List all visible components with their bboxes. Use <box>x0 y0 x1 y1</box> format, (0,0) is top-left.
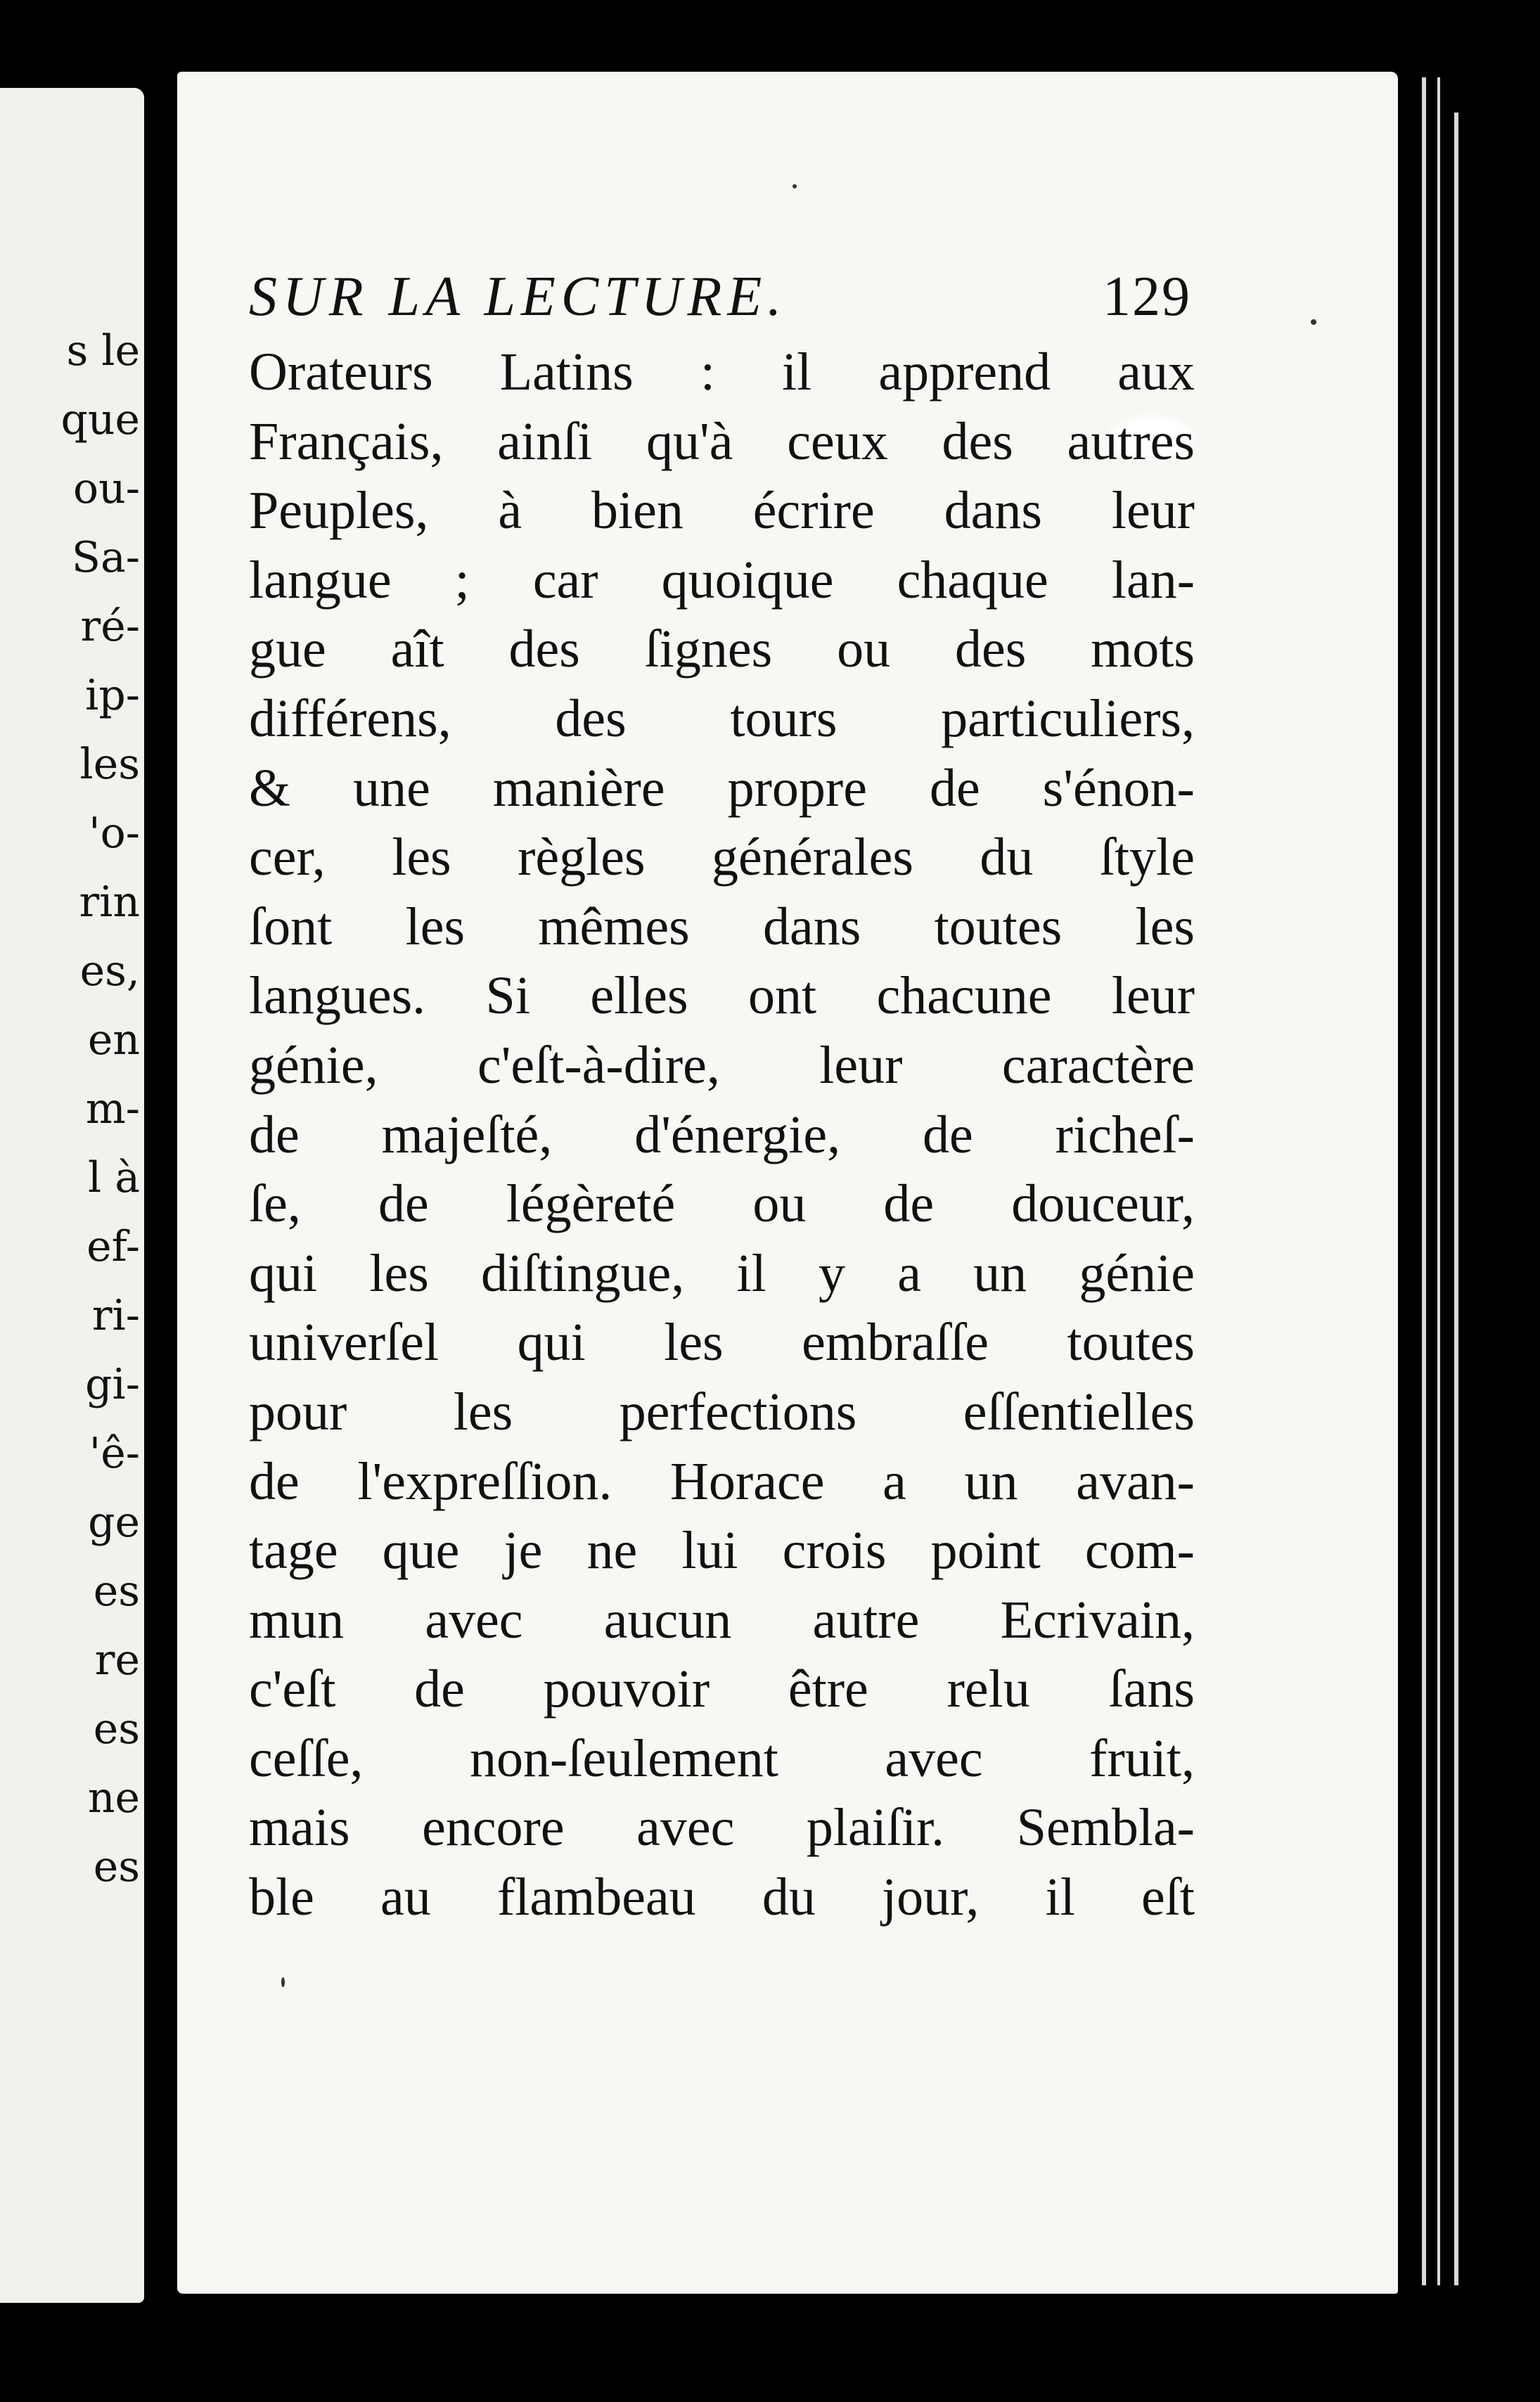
left-line: ne <box>87 1773 140 1823</box>
left-page <box>0 88 144 2303</box>
left-line: ip- <box>85 671 140 720</box>
left-line: re <box>94 1636 140 1685</box>
left-line: ré- <box>80 602 140 651</box>
scan-speck <box>793 184 797 188</box>
left-line: 'o- <box>89 809 140 858</box>
body-text <box>249 338 1195 1932</box>
left-line: l à <box>87 1153 140 1202</box>
scan-speck <box>281 1977 285 1987</box>
left-line: es <box>93 1567 140 1616</box>
text-line: cer, les règles générales du ſtyle <box>249 828 1195 887</box>
text-line: ſe, de légèreté ou de douceur, <box>249 1174 1195 1234</box>
text-line: ceſſe, non-ſeulement avec fruit, <box>249 1728 1195 1788</box>
text-line: génie, c'eſt-à-dire, leur caractère <box>249 1035 1195 1095</box>
page-number: 129 <box>1103 266 1191 328</box>
left-line: m- <box>85 1084 140 1133</box>
left-line: ef- <box>86 1222 140 1271</box>
text-line: pour les perfections eſſentielles <box>249 1382 1195 1441</box>
text-line: de l'expreſſion. Horace a un avan- <box>249 1451 1195 1511</box>
book-edge <box>1437 77 1440 2285</box>
scan-speck <box>1311 319 1316 325</box>
text-line: mais encore avec plaiſir. Sembla- <box>249 1798 1195 1858</box>
text-line: univerſel qui les embraſſe toutes <box>249 1313 1195 1373</box>
text-line: Orateurs Latins : il apprend aux <box>249 342 1195 402</box>
text-line: langue ; car quoique chaque lan- <box>249 550 1195 610</box>
running-head <box>249 262 1191 332</box>
text-line: différens, des tours particuliers, <box>249 688 1195 748</box>
running-head-title: SUR LA LECTURE. <box>249 266 788 328</box>
left-line: rin <box>79 878 140 927</box>
text-line: qui les diſtingue, il y a un génie <box>249 1243 1195 1303</box>
text-line: gue aît des ſignes ou des mots <box>249 619 1195 679</box>
text-line: c'eſt de pouvoir être relu ſans <box>249 1659 1195 1719</box>
left-line: en <box>87 1015 140 1065</box>
left-line: es <box>93 1704 140 1754</box>
left-line: que <box>60 395 140 444</box>
text-line: tage que je ne lui crois point com- <box>249 1521 1195 1581</box>
left-line: es <box>93 1842 140 1892</box>
left-page-text <box>60 316 140 1901</box>
text-line: & une manière propre de s'énon- <box>249 758 1195 818</box>
text-line: ble au flambeau du jour, il eſt <box>249 1868 1195 1927</box>
left-line: es, <box>79 946 140 996</box>
left-line: ri- <box>91 1291 140 1340</box>
book-edge <box>1422 77 1426 2285</box>
book-edge <box>1454 113 1458 2285</box>
left-line: ou- <box>72 464 140 513</box>
left-line: ge <box>88 1498 140 1547</box>
left-line: Sa- <box>71 533 140 582</box>
text-line: ſont les mêmes dans toutes les <box>249 897 1195 956</box>
text-line: de majeſté, d'énergie, de richeſ- <box>249 1105 1195 1164</box>
right-page <box>177 72 1398 2294</box>
left-line: 'ê- <box>89 1429 140 1478</box>
text-line: mun avec aucun autre Ecrivain, <box>249 1590 1195 1650</box>
text-line: langues. Si elles ont chacune leur <box>249 966 1195 1026</box>
text-line: Français, ainſi qu'à ceux des autres <box>249 411 1195 471</box>
left-line: s le <box>66 326 140 375</box>
text-line: Peuples, à bien écrire dans leur <box>249 481 1195 541</box>
left-line: gi- <box>85 1360 140 1409</box>
left-line: les <box>79 740 140 789</box>
